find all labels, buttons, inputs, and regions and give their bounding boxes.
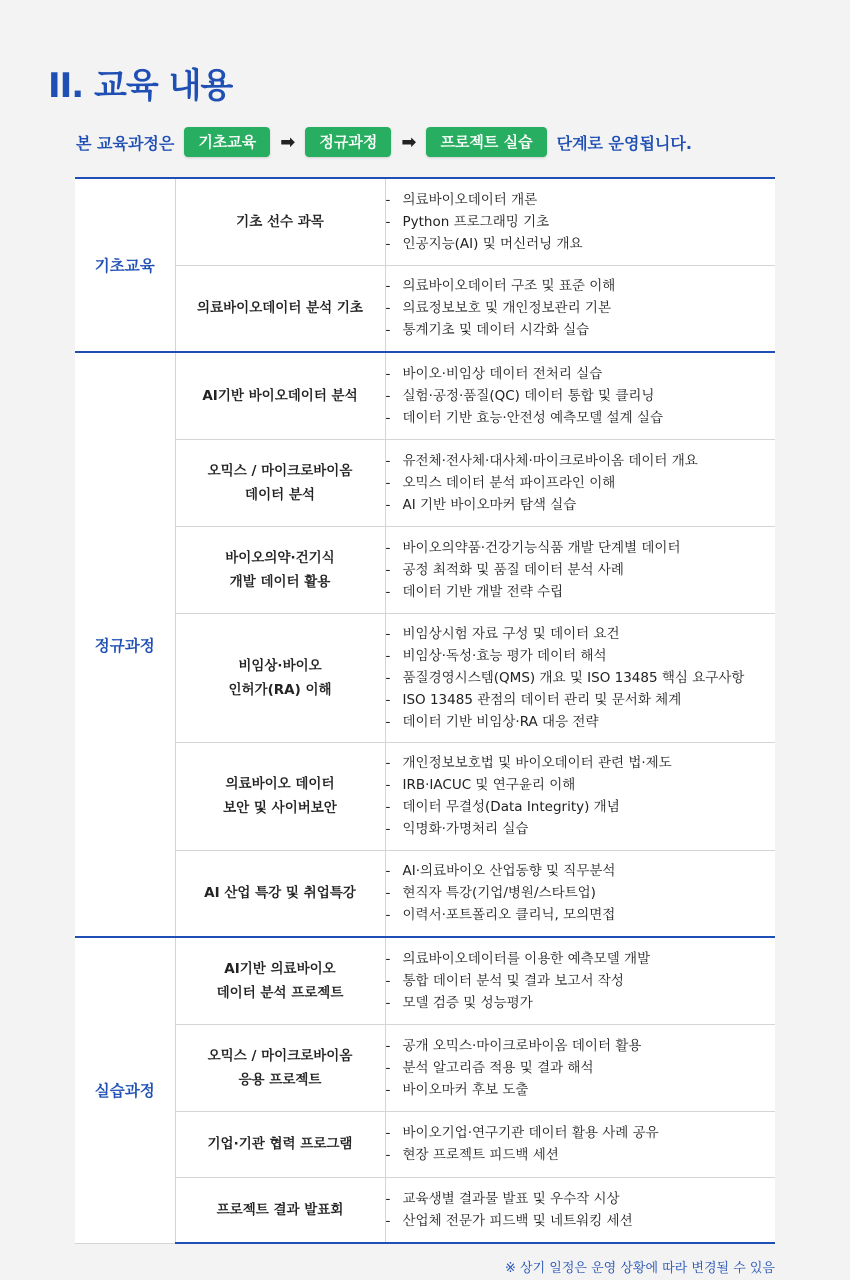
- page-title: II. 교육 내용: [48, 66, 233, 106]
- category-label: 정규과정: [75, 352, 175, 937]
- course-flow: [76, 126, 692, 158]
- list-item: - 데이터 기반 개발 전략 수립: [386, 581, 776, 603]
- table-row: [75, 439, 775, 526]
- course-name-line: 바이오의약·건기식: [225, 549, 335, 566]
- course-name-line: 기초 선수 과목: [236, 213, 324, 230]
- flow-step-basic: 기초교육: [184, 127, 270, 157]
- table-row: [75, 742, 775, 850]
- course-item-list: [386, 363, 776, 429]
- course-items: [385, 1111, 775, 1177]
- list-item: - 분석 알고리즘 적용 및 결과 해석: [386, 1057, 776, 1079]
- course-name-line: 인허가(RA) 이해: [228, 681, 332, 698]
- table-row: [75, 265, 775, 352]
- list-item: - AI·의료바이오 산업동향 및 직무분석: [386, 860, 776, 882]
- course-item-list: [386, 189, 776, 255]
- list-item: - 품질경영시스템(QMS) 개요 및 ISO 13485 핵심 요구사항: [386, 667, 776, 689]
- list-item: - Python 프로그래밍 기초: [386, 211, 776, 233]
- list-item: - 통합 데이터 분석 및 결과 보고서 작성: [386, 970, 776, 992]
- course-items: [385, 178, 775, 265]
- list-item: - 의료바이오데이터를 이용한 예측모델 개발: [386, 948, 776, 970]
- table-row: [75, 1177, 775, 1243]
- list-item: - 교육생별 결과물 발표 및 우수작 시상: [386, 1188, 776, 1210]
- list-item: - 모델 검증 및 성능평가: [386, 992, 776, 1014]
- course-items: [385, 526, 775, 613]
- flow-step-project: 프로젝트 실습: [426, 127, 546, 157]
- course-name: [175, 1024, 385, 1111]
- list-item: - 현장 프로젝트 피드백 세션: [386, 1144, 776, 1166]
- course-name-line: 데이터 분석 프로젝트: [216, 984, 344, 1001]
- table-row: [75, 352, 775, 439]
- list-item: - 통계기초 및 데이터 시각화 실습: [386, 319, 776, 341]
- table-row: [75, 178, 775, 265]
- course-name-line: 개발 데이터 활용: [229, 573, 331, 590]
- course-name-line: 의료바이오데이터 분석 기초: [197, 300, 363, 317]
- list-item: - 데이터 무결성(Data Integrity) 개념: [386, 796, 776, 818]
- table-row: [75, 526, 775, 613]
- course-items: [385, 352, 775, 439]
- course-name-line: AI 산업 특강 및 취업특강: [204, 885, 356, 902]
- course-name-line: 오믹스 / 마이크로바이옴: [207, 462, 353, 479]
- list-item: - 공개 오믹스·마이크로바이옴 데이터 활용: [386, 1035, 776, 1057]
- course-name: [175, 439, 385, 526]
- curriculum-table: [75, 177, 775, 1244]
- course-name-line: 데이터 분석: [245, 486, 315, 503]
- list-item: - 의료바이오데이터 구조 및 표준 이해: [386, 275, 776, 297]
- category-label: 실습과정: [75, 937, 175, 1243]
- schedule-note: ※ 상기 일정은 운영 상황에 따라 변경될 수 있음: [505, 1261, 775, 1276]
- course-item-list: [386, 623, 776, 733]
- table-row: [75, 937, 775, 1024]
- course-items: [385, 1024, 775, 1111]
- list-item: - 바이오마커 후보 도출: [386, 1079, 776, 1101]
- course-items: [385, 1177, 775, 1243]
- list-item: - 오믹스 데이터 분석 파이프라인 이해: [386, 472, 776, 494]
- list-item: - 공정 최적화 및 품질 데이터 분석 사례: [386, 559, 776, 581]
- course-name-line: 비임상·바이오: [238, 657, 322, 674]
- curriculum-table-body: [75, 178, 775, 1243]
- course-name-line: 보안 및 사이버보안: [223, 800, 337, 816]
- list-item: - 현직자 특강(기업/병원/스타트업): [386, 882, 776, 904]
- course-item-list: [386, 450, 776, 516]
- course-name: [175, 265, 385, 352]
- course-name: [175, 850, 385, 937]
- flow-prefix: 본 교육과정은: [76, 133, 175, 153]
- category-label: 기초교육: [75, 178, 175, 352]
- list-item: - AI 기반 바이오마커 탐색 실습: [386, 494, 776, 516]
- course-name-line: 의료바이오 데이터: [225, 776, 335, 792]
- course-name-line: 오믹스 / 마이크로바이옴: [207, 1047, 353, 1064]
- course-items: [385, 742, 775, 850]
- course-item-list: [386, 948, 776, 1014]
- course-name-line: 프로젝트 결과 발표회: [216, 1201, 344, 1218]
- list-item: - 바이오기업·연구기관 데이터 활용 사례 공유: [386, 1122, 776, 1144]
- arrow-right-icon: ➡: [401, 131, 417, 153]
- list-item: - 익명화·가명처리 실습: [386, 818, 776, 840]
- list-item: - 인공지능(AI) 및 머신러닝 개요: [386, 233, 776, 255]
- flow-step-regular: 정규과정: [305, 127, 391, 157]
- course-name: [175, 526, 385, 613]
- list-item: - 의료정보보호 및 개인정보관리 기본: [386, 297, 776, 319]
- list-item: - 데이터 기반 효능·안전성 예측모델 설계 실습: [386, 407, 776, 429]
- course-name: [175, 937, 385, 1024]
- course-item-list: [386, 537, 776, 603]
- course-item-list: [386, 1188, 776, 1232]
- list-item: - 바이오·비임상 데이터 전처리 실습: [386, 363, 776, 385]
- arrow-right-icon: ➡: [280, 131, 296, 153]
- course-name: [175, 742, 385, 850]
- course-name-line: 기업·기관 협력 프로그램: [207, 1136, 353, 1152]
- table-row: [75, 1024, 775, 1111]
- list-item: - 산업체 전문가 피드백 및 네트워킹 세션: [386, 1210, 776, 1232]
- course-item-list: [386, 1122, 776, 1166]
- list-item: - 의료바이오데이터 개론: [386, 189, 776, 211]
- table-row: [75, 850, 775, 937]
- course-items: [385, 613, 775, 742]
- course-item-list: [386, 1035, 776, 1101]
- course-name: [175, 1111, 385, 1177]
- course-name: [175, 613, 385, 742]
- course-item-list: [386, 275, 776, 341]
- course-items: [385, 850, 775, 937]
- list-item: - 데이터 기반 비임상·RA 대응 전략: [386, 711, 776, 733]
- list-item: - 이력서·포트폴리오 클리닉, 모의면접: [386, 904, 776, 926]
- course-item-list: [386, 752, 776, 840]
- list-item: - 비임상시험 자료 구성 및 데이터 요건: [386, 623, 776, 645]
- list-item: - ISO 13485 관점의 데이터 관리 및 문서화 체계: [386, 689, 776, 711]
- table-row: [75, 1111, 775, 1177]
- list-item: - 유전체·전사체·대사체·마이크로바이옴 데이터 개요: [386, 450, 776, 472]
- flow-suffix: 단계로 운영됩니다.: [556, 133, 692, 153]
- course-items: [385, 265, 775, 352]
- table-row: [75, 613, 775, 742]
- list-item: - 실험·공정·품질(QC) 데이터 통합 및 클리닝: [386, 385, 776, 407]
- course-name-line: AI기반 의료바이오: [224, 960, 336, 977]
- course-item-list: [386, 860, 776, 926]
- list-item: - 바이오의약품·건강기능식품 개발 단계별 데이터: [386, 537, 776, 559]
- course-name: [175, 1177, 385, 1243]
- course-items: [385, 937, 775, 1024]
- course-name-line: AI기반 바이오데이터 분석: [202, 387, 358, 404]
- list-item: - 비임상·독성·효능 평가 데이터 해석: [386, 645, 776, 667]
- course-name: [175, 352, 385, 439]
- course-name-line: 응용 프로젝트: [238, 1071, 322, 1088]
- list-item: - 개인정보보호법 및 바이오데이터 관련 법·제도: [386, 752, 776, 774]
- course-name: [175, 178, 385, 265]
- list-item: - IRB·IACUC 및 연구윤리 이해: [386, 774, 776, 796]
- course-items: [385, 439, 775, 526]
